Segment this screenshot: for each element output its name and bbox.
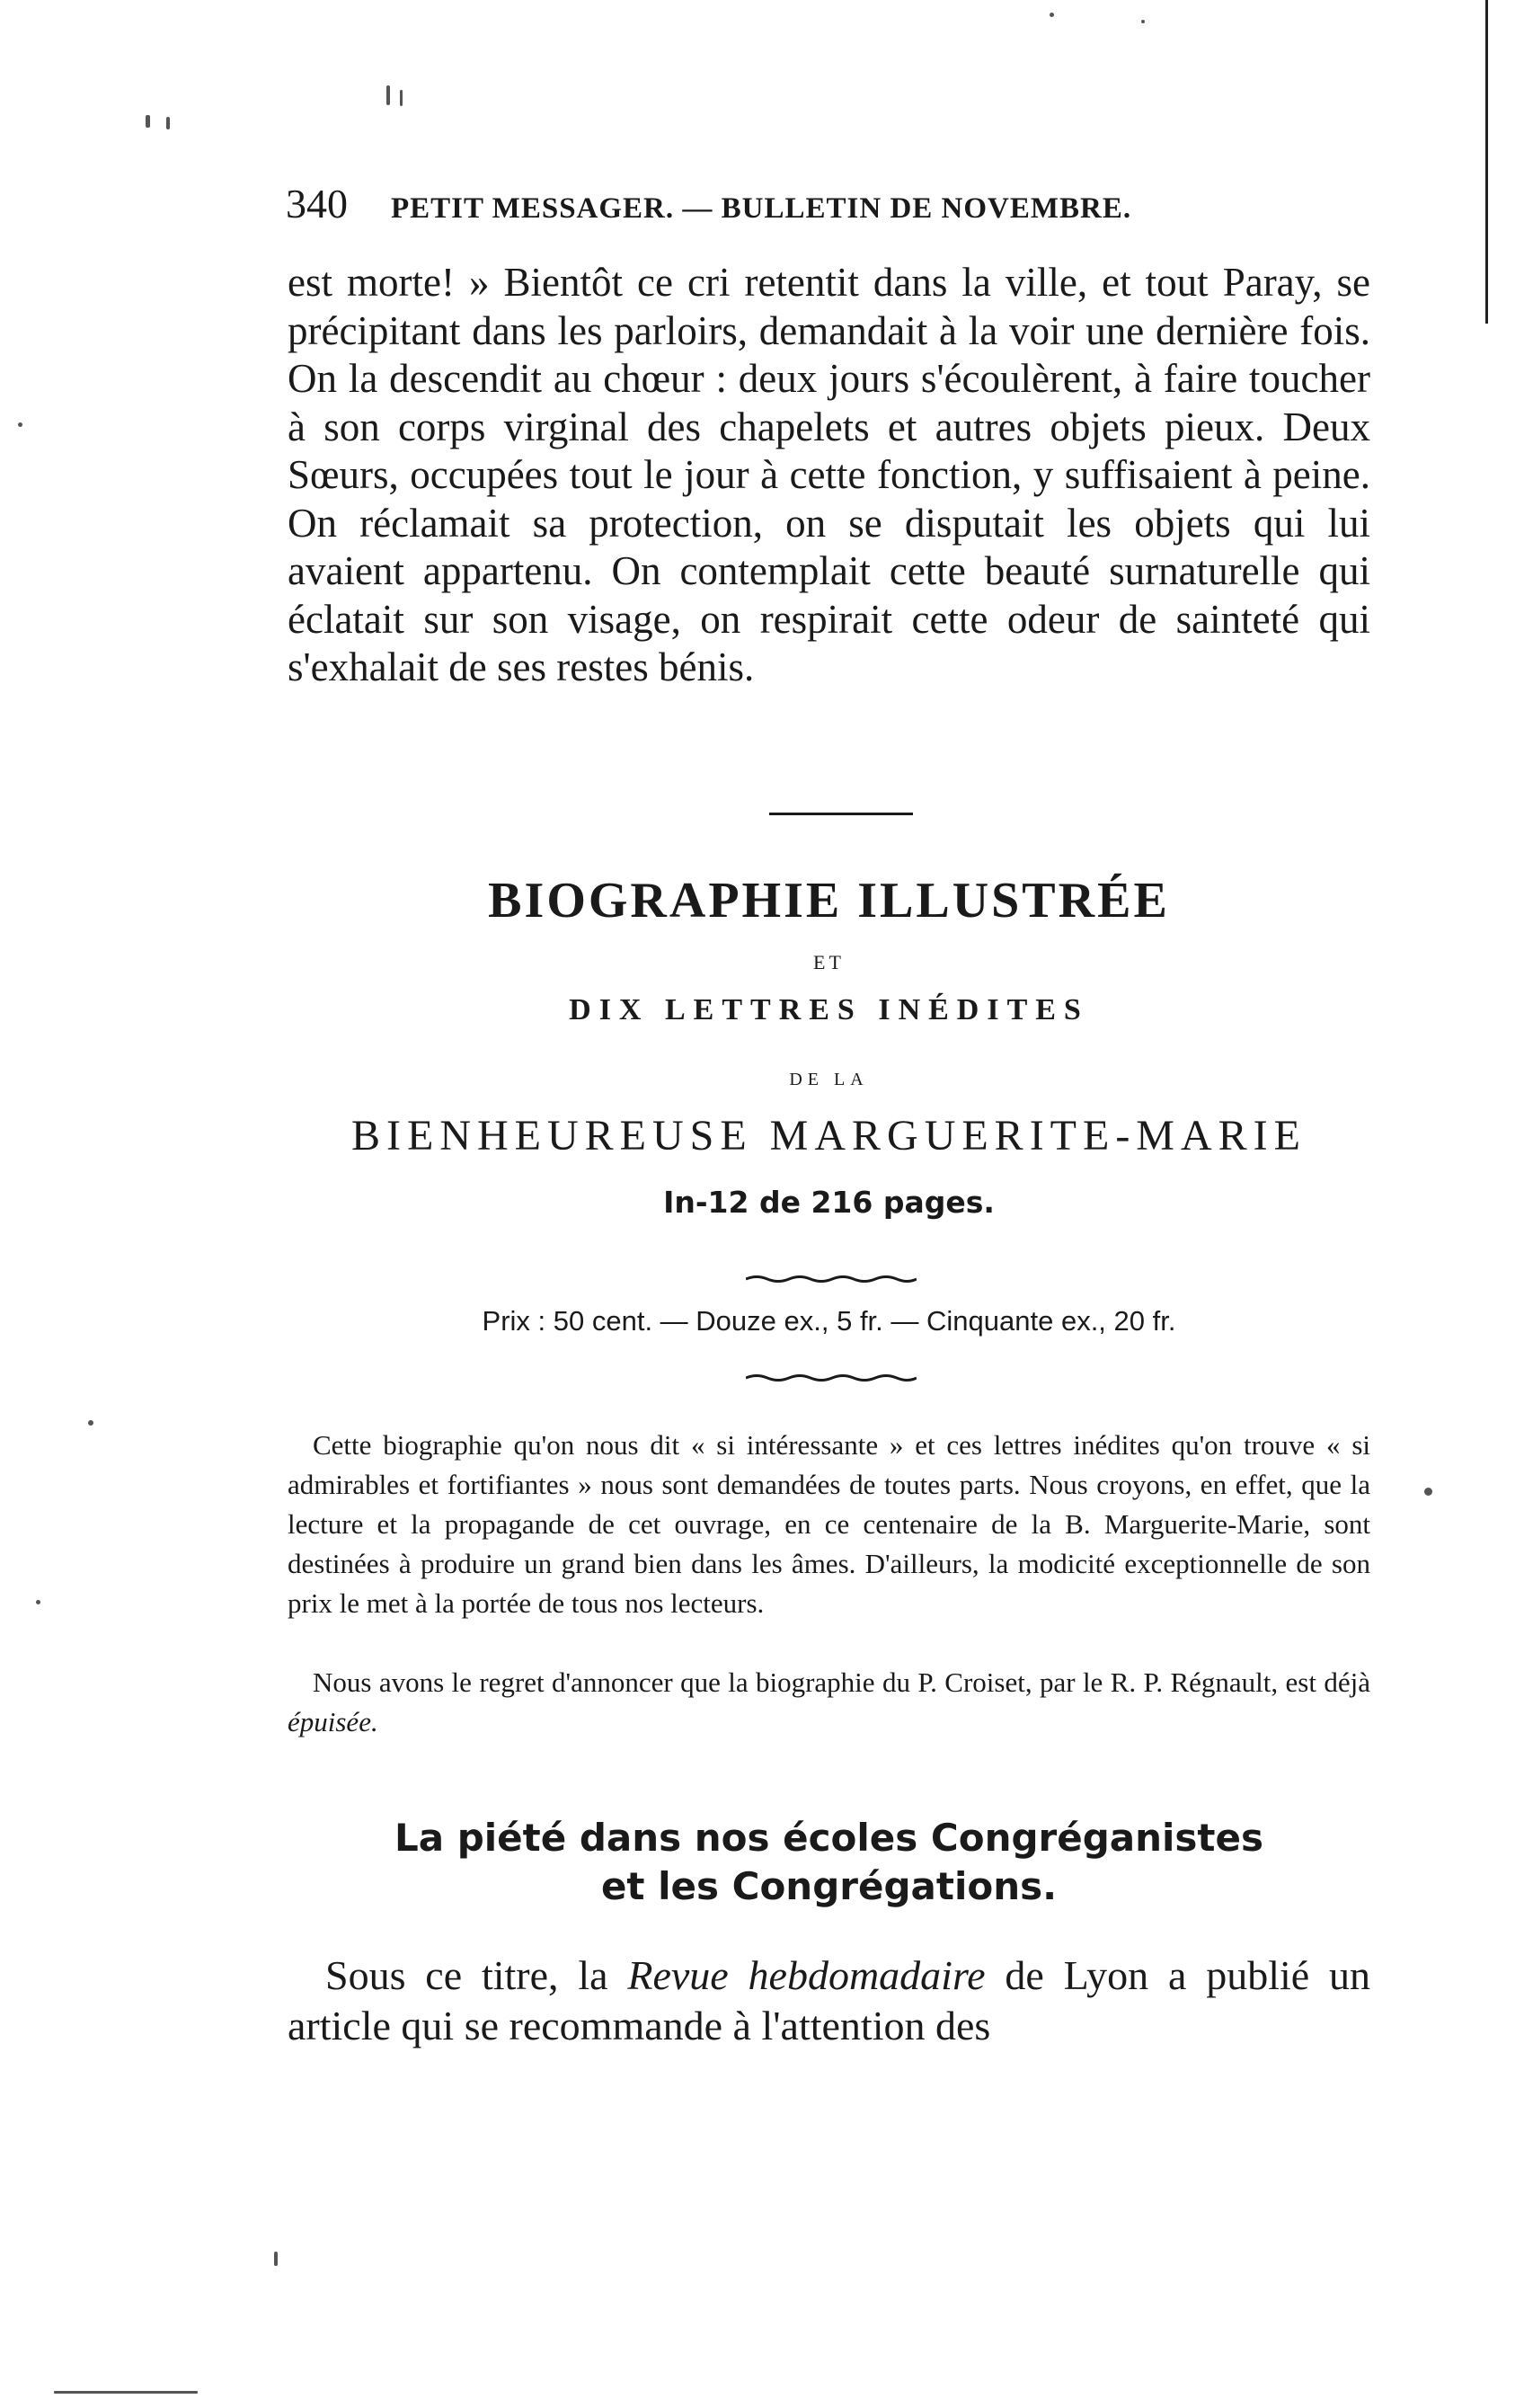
- section-heading-line1: La piété dans nos écoles Congréganistes: [394, 1816, 1263, 1860]
- price-line: Prix : 50 cent. — Douze ex., 5 fr. — Cinquante ex., 20 fr.: [482, 1305, 1176, 1337]
- wavy-rule: [746, 1275, 917, 1284]
- scan-speck: [146, 115, 150, 128]
- announcement-note: [288, 1663, 1370, 1742]
- announcement-note-text: Nous avons le regret d'annoncer que la biographie du P. Croiset, par le R. P. Régnault, est déjà: [313, 1666, 1370, 1698]
- scan-speck: [18, 422, 22, 427]
- page-header: [286, 180, 1283, 227]
- announcement-format: In-12 de 216 pages.: [663, 1185, 995, 1220]
- scan-speck: [1050, 13, 1054, 17]
- scan-speck: [1141, 20, 1145, 23]
- scan-speck: [88, 1420, 93, 1426]
- announcement-name: BIENHEUREUSE MARGUERITE-MARIE: [351, 1112, 1307, 1160]
- paragraph2-italic: Revue hebdomadaire: [627, 1952, 986, 1998]
- scan-speck: [274, 2252, 278, 2266]
- announcement-subtitle: DIX LETTRES INÉDITES: [569, 993, 1089, 1026]
- scan-speck: [166, 117, 170, 129]
- scan-edge-line: [1485, 0, 1488, 324]
- paragraph2-part1: Sous ce titre, la: [325, 1952, 628, 1998]
- announcement-title: BIOGRAPHIE ILLUSTRÉE: [488, 873, 1170, 929]
- separator-rule: [769, 813, 913, 815]
- scan-speck: [54, 2391, 198, 2394]
- wavy-rule: [746, 1373, 917, 1382]
- body-paragraph-2: [288, 1950, 1370, 2051]
- announcement-note-italic: épuisée.: [288, 1706, 378, 1737]
- announcement-preposition: DE LA: [789, 1070, 869, 1089]
- body-paragraph: est morte! » Bientôt ce cri retentit dans la ville, et tout Paray, se précipitant dans les parloirs, demandait à la voir une dernière fois. On la descendit au chœur : deux jours s'écoulèrent, à faire toucher à son corps virginal des chapelets et autres objets pieux. Deux Sœurs, occupées tout le jour à cette fonction, y suffisaient à peine. On réclamait sa protection, on se disputait les objets qui lui avaient appartenu. On contemplait cette beauté surnaturelle qui éclatait sur son visage, on respirait cette odeur de sainteté qui s'exhalait de ses restes bénis.: [288, 260, 1370, 689]
- paragraph2-part2: de Lyon a publié un article qui se recommande à l'attention des: [288, 1952, 1371, 2048]
- scan-speck: [1424, 1488, 1432, 1496]
- page-number: 340: [286, 181, 348, 227]
- scan-speck: [36, 1600, 40, 1604]
- announcement-description: Cette biographie qu'on nous dit « si intéressante » et ces lettres inédites qu'on trouve « si admirables et fortifiantes » nous sont demandées de toutes parts. Nous croyons, en effet, que la lecture et la propagande de cet ouvrage, en ce centenaire de la B. Marguerite-Marie, sont destinées à produire un grand bien dans les âmes. D'ailleurs, la modicité exceptionnelle de son prix le met à la portée de tous nos lecteurs.: [288, 1429, 1370, 1619]
- announcement-conjunction: ET: [813, 951, 845, 973]
- scan-speck: [400, 90, 403, 106]
- section-heading: [270, 1814, 1388, 1911]
- running-head: PETIT MESSAGER. — BULLETIN DE NOVEMBRE.: [391, 192, 1132, 225]
- scan-speck: [386, 85, 390, 105]
- section-heading-line2: et les Congrégations.: [600, 1864, 1058, 1908]
